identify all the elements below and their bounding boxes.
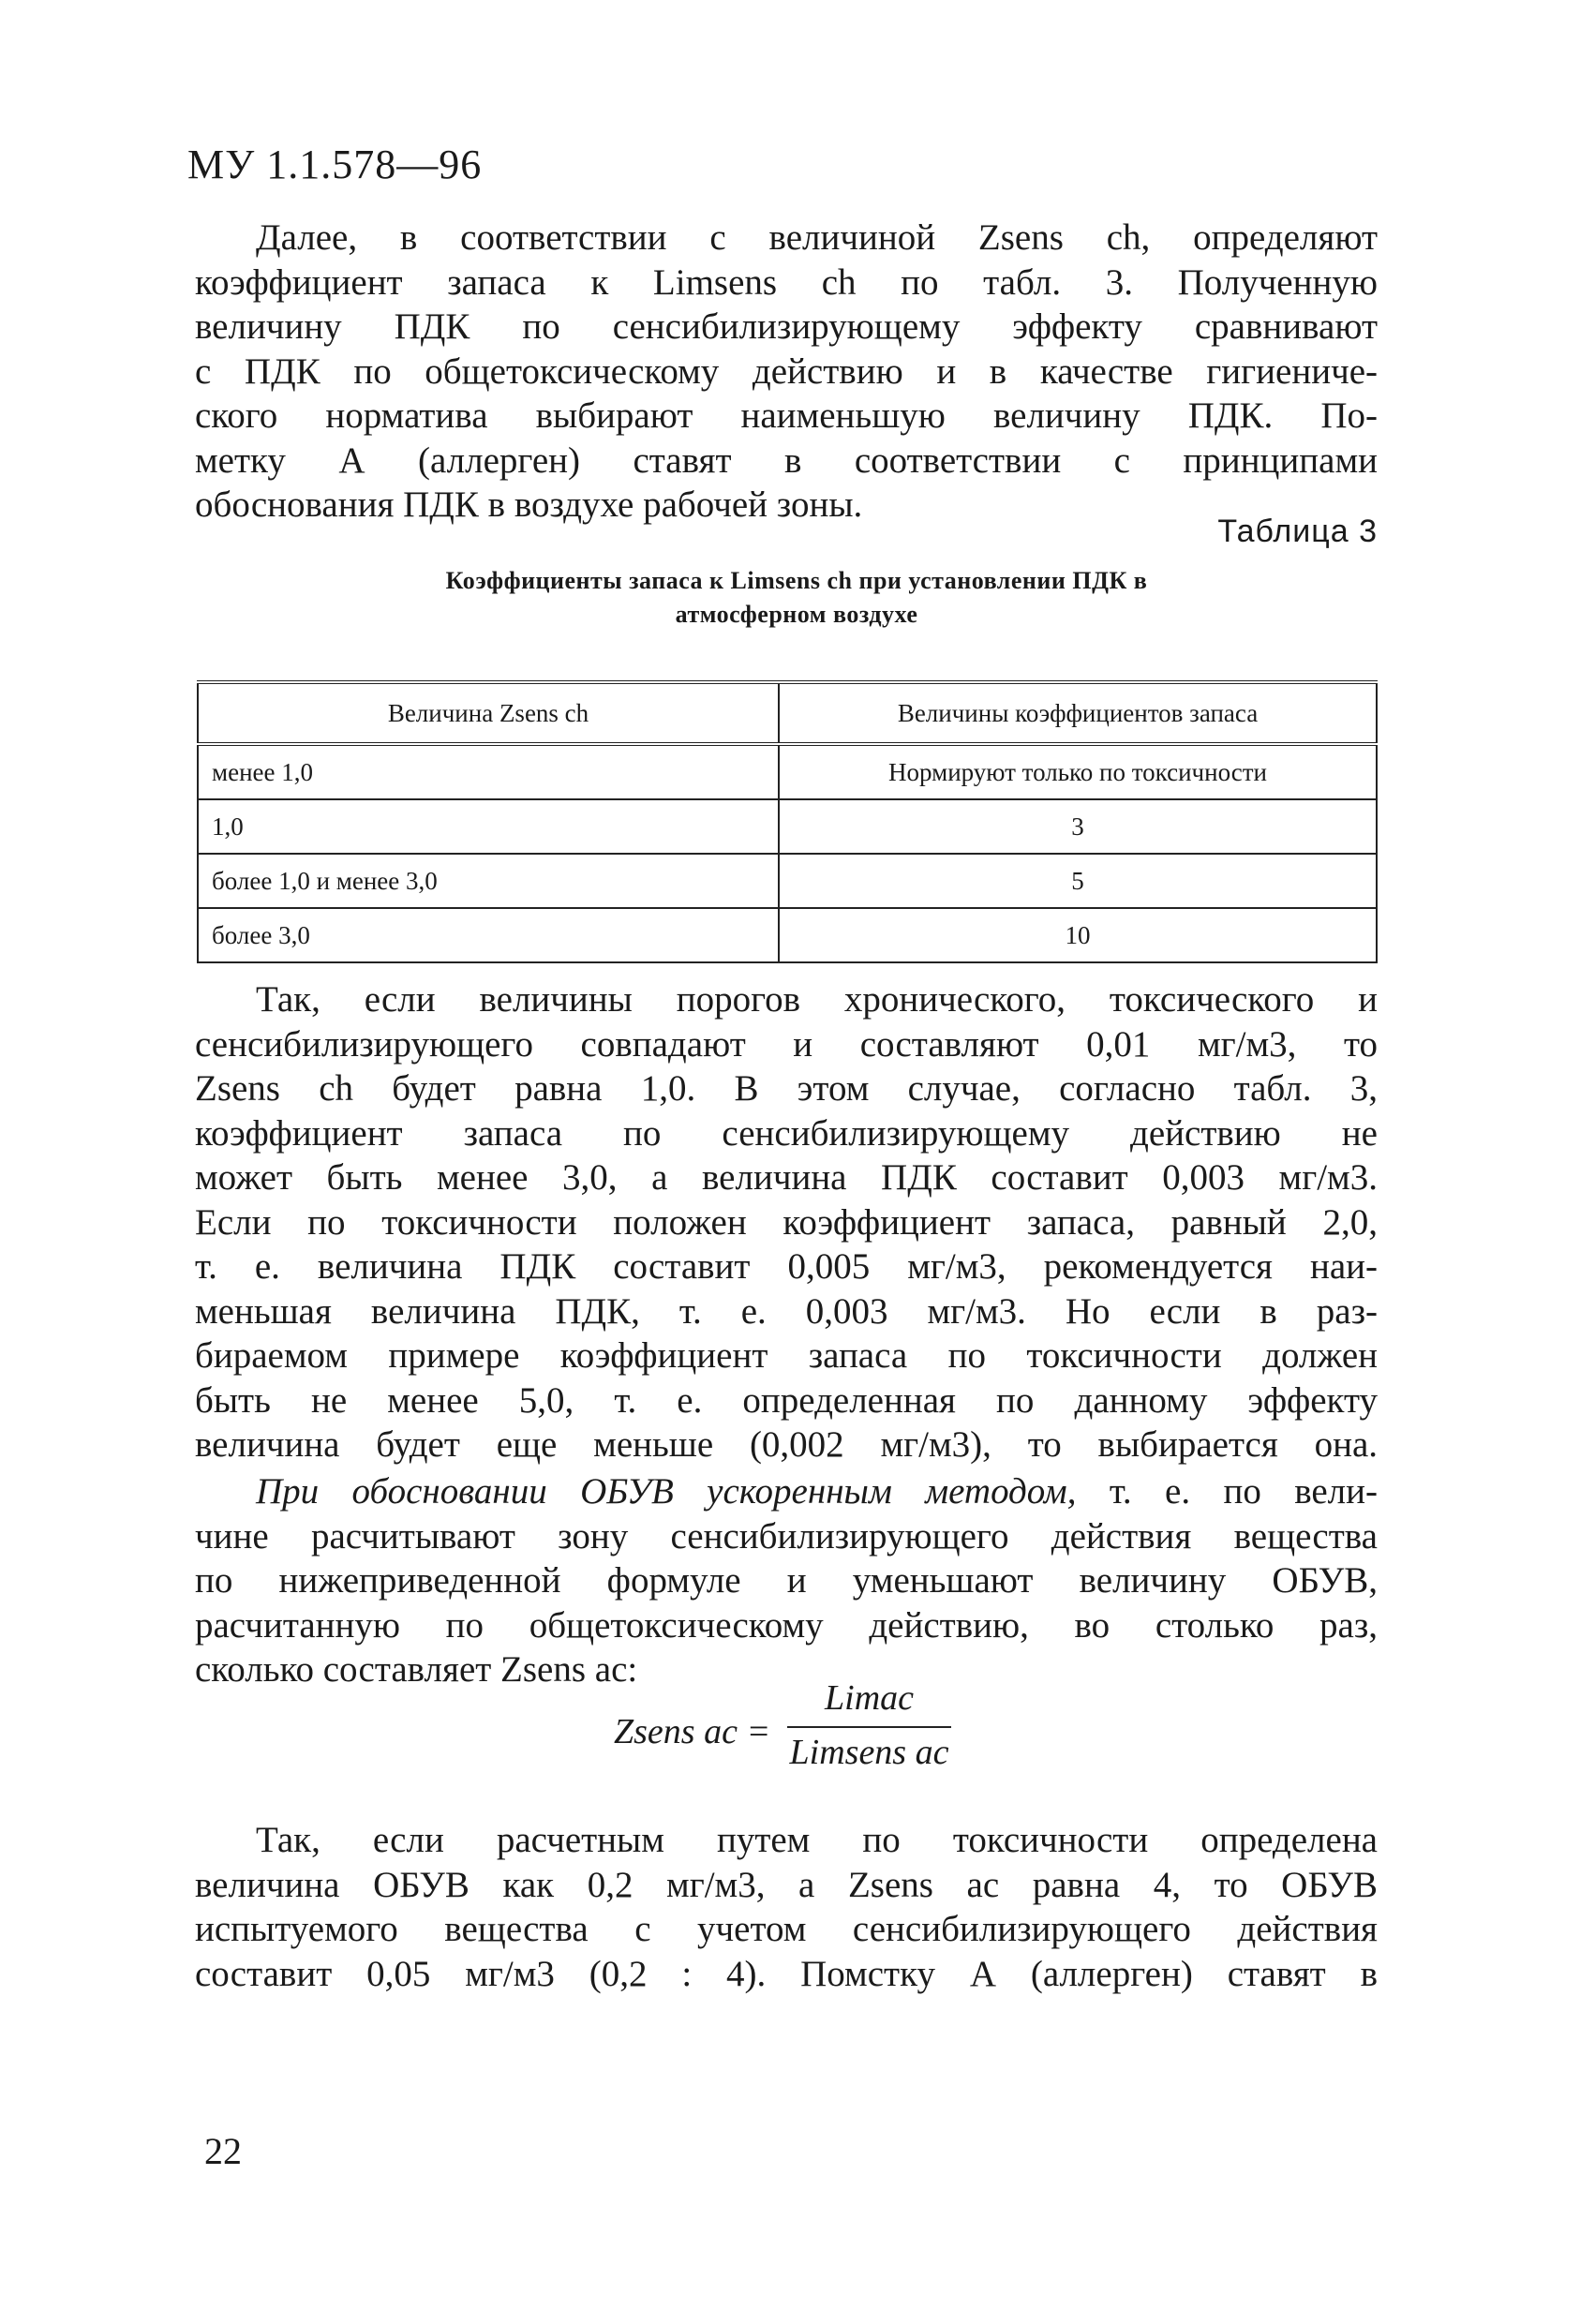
paragraph-2-line: Так, если величины порогов хронического, токсического и bbox=[256, 979, 1378, 1020]
paragraph-4-line: составит 0,05 мг/м3 (0,2 : 4). Помстку А (аллерген) ставят в bbox=[195, 1953, 1378, 1994]
coefficient-table bbox=[197, 680, 1378, 963]
italic-lead: При обосновании ОБУВ ускоренным методом, bbox=[256, 1471, 1077, 1512]
paragraph-1-line: метку А (аллерген) ставят в соответствии с принципами bbox=[195, 439, 1378, 481]
paragraph-2-line: Если по токсичности положен коэффициент запаса, равный 2,0, bbox=[195, 1201, 1378, 1243]
table-row bbox=[198, 744, 1377, 799]
table-header-cell: Величины коэффициентов запаса bbox=[779, 682, 1377, 744]
paragraph-1-line: обоснования ПДК в воздухе рабочей зоны. bbox=[195, 484, 863, 525]
table-cell: более 3,0 bbox=[198, 908, 779, 962]
page-number: 22 bbox=[204, 2130, 242, 2172]
paragraph-2-line: т. е. величина ПДК составит 0,005 мг/м3, рекомендуется наи- bbox=[195, 1246, 1378, 1287]
paragraph-3 bbox=[195, 1469, 1378, 1692]
table-caption-line: Коэффициенты запаса к Limsens ch при установлении ПДК в bbox=[445, 567, 1148, 594]
paragraph-1 bbox=[195, 216, 1378, 528]
formula-numerator: Limac bbox=[825, 1678, 914, 1718]
formula-denominator: Limsens ac bbox=[789, 1733, 949, 1772]
paragraph-2-line: величина будет еще меньше (0,002 мг/м3), то выбирается она. bbox=[195, 1424, 1378, 1465]
fraction-bar bbox=[787, 1726, 951, 1728]
paragraph-2-line: быть не менее 5,0, т. е. определенная по данному эффекту bbox=[195, 1379, 1378, 1421]
paragraph-4-line: величина ОБУВ как 0,2 мг/м3, а Zsens ac равна 4, то ОБУВ bbox=[195, 1864, 1378, 1905]
paragraph-1-line: Далее, в соответствии с величиной Zsens ch, определяют bbox=[256, 217, 1378, 258]
paragraph-2-line: сенсибилизирующего совпадают и составляют 0,01 мг/м3, то bbox=[195, 1023, 1378, 1065]
formula-fraction bbox=[787, 1677, 951, 1773]
paragraph-3-first-line bbox=[195, 1469, 1378, 1514]
paragraph-1-line: ского норматива выбирают наименьшую величину ПДК. По- bbox=[195, 395, 1378, 436]
table-cell: 5 bbox=[779, 854, 1377, 908]
table-caption bbox=[281, 564, 1312, 632]
document-code: МУ 1.1.578—96 bbox=[187, 142, 483, 187]
paragraph-3-line: по нижеприведенной формуле и уменьшают величину ОБУВ, bbox=[195, 1560, 1378, 1601]
paragraph-1-line: коэффициент запаса к Limsens ch по табл. 3. Полученную bbox=[195, 261, 1378, 303]
paragraph-1-line: с ПДК по общетоксическому действию и в качестве гигиениче- bbox=[195, 350, 1378, 392]
paragraph-2-line: Zsens ch будет равна 1,0. В этом случае, согласно табл. 3, bbox=[195, 1068, 1378, 1109]
paragraph-2-line: бираемом примере коэффициент запаса по токсичности должен bbox=[195, 1335, 1378, 1376]
table-header-cell: Величина Zsens ch bbox=[198, 682, 779, 744]
paragraph-2-line: коэффициент запаса по сенсибилизирующему действию не bbox=[195, 1112, 1378, 1154]
paragraph-2 bbox=[195, 977, 1378, 1467]
paragraph-3-line: расчитанную по общетоксическому действию, во столько раз, bbox=[195, 1604, 1378, 1646]
table-label: Таблица 3 bbox=[1217, 514, 1378, 549]
paragraph-3-line: чине расчитывают зону сенсибилизирующего действия вещества bbox=[195, 1515, 1378, 1557]
table-cell: Нормируют только по токсичности bbox=[779, 744, 1377, 799]
paragraph-2-line: меньшая величина ПДК, т. е. 0,003 мг/м3. Но если в раз- bbox=[195, 1290, 1378, 1332]
table-cell: более 1,0 и менее 3,0 bbox=[198, 854, 779, 908]
paragraph-4 bbox=[195, 1818, 1378, 1996]
table-cell: 3 bbox=[779, 799, 1377, 854]
table-cell: 1,0 bbox=[198, 799, 779, 854]
paragraph-3-line: сколько составляет Zsens ac: bbox=[195, 1649, 638, 1690]
table-caption-line: атмосферном воздухе bbox=[675, 601, 918, 628]
paragraph-1-line: величину ПДК по сенсибилизирующему эффекту сравнивают bbox=[195, 306, 1378, 347]
table-row bbox=[198, 908, 1377, 962]
paragraph-3-line: т. е. по вели- bbox=[1109, 1471, 1379, 1512]
formula-lhs: Zsens ac = bbox=[614, 1712, 771, 1751]
paragraph-4-line: Так, если расчетным путем по токсичности определена bbox=[256, 1820, 1378, 1860]
table-row bbox=[198, 854, 1377, 908]
table-cell: менее 1,0 bbox=[198, 744, 779, 799]
table-header-row bbox=[198, 682, 1377, 744]
paragraph-2-line: может быть менее 3,0, а величина ПДК составит 0,003 мг/м3. bbox=[195, 1157, 1378, 1198]
paragraph-4-line: испытуемого вещества с учетом сенсибилизирующего действия bbox=[195, 1909, 1378, 1949]
table-cell: 10 bbox=[779, 908, 1377, 962]
table-row bbox=[198, 799, 1377, 854]
